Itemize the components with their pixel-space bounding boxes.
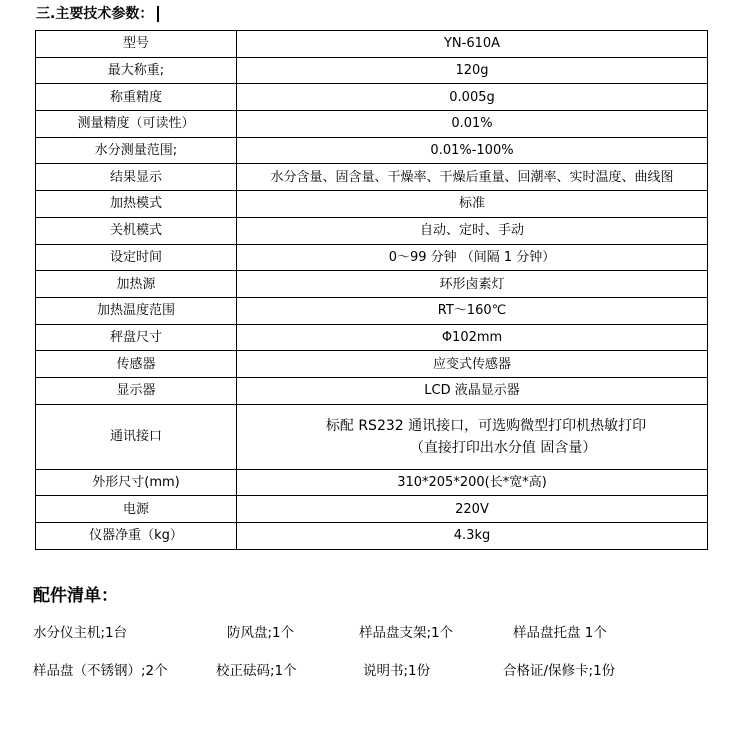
accessory-item: 防风盘;1个 (227, 625, 295, 641)
accessory-item: 样品盘托盘 1个 (513, 625, 607, 641)
spec-label: 电源 (36, 496, 237, 523)
table-row (36, 271, 708, 298)
accessory-item: 水分仪主机;1台 (33, 625, 128, 641)
spec-label: 关机模式 (36, 217, 237, 244)
spec-value: 自动、定时、手动 (237, 217, 708, 244)
spec-label: 最大称重; (36, 57, 237, 84)
spec-label: 设定时间 (36, 244, 237, 271)
table-row (36, 297, 708, 324)
spec-value (237, 404, 708, 469)
table-row (36, 523, 708, 550)
spec-label: 水分测量范围; (36, 137, 237, 164)
spec-value: 0.005g (237, 84, 708, 111)
table-row (36, 31, 708, 58)
accessory-item: 校正砝码;1个 (216, 663, 297, 679)
interface-description (326, 415, 646, 459)
section-heading (36, 4, 159, 24)
spec-value: 0.01% (237, 111, 708, 138)
spec-value: 水分含量、固含量、干燥率、干燥后重量、回潮率、实时温度、曲线图 (237, 164, 708, 191)
spec-value: 标准 (237, 191, 708, 218)
table-row (36, 137, 708, 164)
spec-value: 120g (237, 57, 708, 84)
spec-label: 结果显示 (36, 164, 237, 191)
table-row (36, 351, 708, 378)
accessories-row-2 (0, 659, 750, 679)
spec-value: 4.3kg (237, 523, 708, 550)
table-row (36, 164, 708, 191)
spec-value: 220V (237, 496, 708, 523)
spec-value: LCD 液晶显示器 (237, 377, 708, 404)
spec-value: YN-610A (237, 31, 708, 58)
accessories-row-1 (0, 621, 750, 641)
spec-label: 外形尺寸(mm) (36, 469, 237, 496)
spec-value: 应变式传感器 (237, 351, 708, 378)
accessory-item: 合格证/保修卡;1份 (503, 663, 616, 679)
spec-value: 0～99 分钟 （间隔 1 分钟） (237, 244, 708, 271)
spec-value: 环形卤素灯 (237, 271, 708, 298)
spec-label: 测量精度（可读性） (36, 111, 237, 138)
section-heading-text: 三.主要技术参数： (36, 6, 154, 22)
spec-label: 显示器 (36, 377, 237, 404)
spec-value: Φ102mm (237, 324, 708, 351)
table-row (36, 57, 708, 84)
spec-label: 称重精度 (36, 84, 237, 111)
spec-value: 310*205*200(长*宽*高) (237, 469, 708, 496)
text-cursor (157, 6, 159, 22)
spec-label: 仪器净重（kg） (36, 523, 237, 550)
spec-label: 秤盘尺寸 (36, 324, 237, 351)
table-row (36, 244, 708, 271)
table-row (36, 217, 708, 244)
table-row (36, 111, 708, 138)
accessory-item: 样品盘（不锈钢）;2个 (33, 663, 168, 679)
table-row (36, 191, 708, 218)
table-row (36, 84, 708, 111)
spec-label: 传感器 (36, 351, 237, 378)
table-row (36, 377, 708, 404)
table-row (36, 324, 708, 351)
spec-label: 通讯接口 (36, 404, 237, 469)
spec-label: 加热源 (36, 271, 237, 298)
spec-label: 加热模式 (36, 191, 237, 218)
spec-value: 0.01%-100% (237, 137, 708, 164)
spec-label: 型号 (36, 31, 237, 58)
interface-line-2: （直接打印出水分值 固含量） (409, 439, 597, 456)
accessories-title: 配件清单： (33, 586, 118, 606)
spec-value: RT～160℃ (237, 297, 708, 324)
interface-line-1: 标配 RS232 通讯接口，可选购微型打印机热敏打印 (325, 417, 647, 434)
table-row (36, 404, 708, 469)
table-row (36, 496, 708, 523)
accessory-item: 样品盘支架;1个 (359, 625, 454, 641)
table-row (36, 469, 708, 496)
accessory-item: 说明书;1份 (363, 663, 431, 679)
spec-label: 加热温度范围 (36, 297, 237, 324)
spec-table (35, 30, 708, 550)
